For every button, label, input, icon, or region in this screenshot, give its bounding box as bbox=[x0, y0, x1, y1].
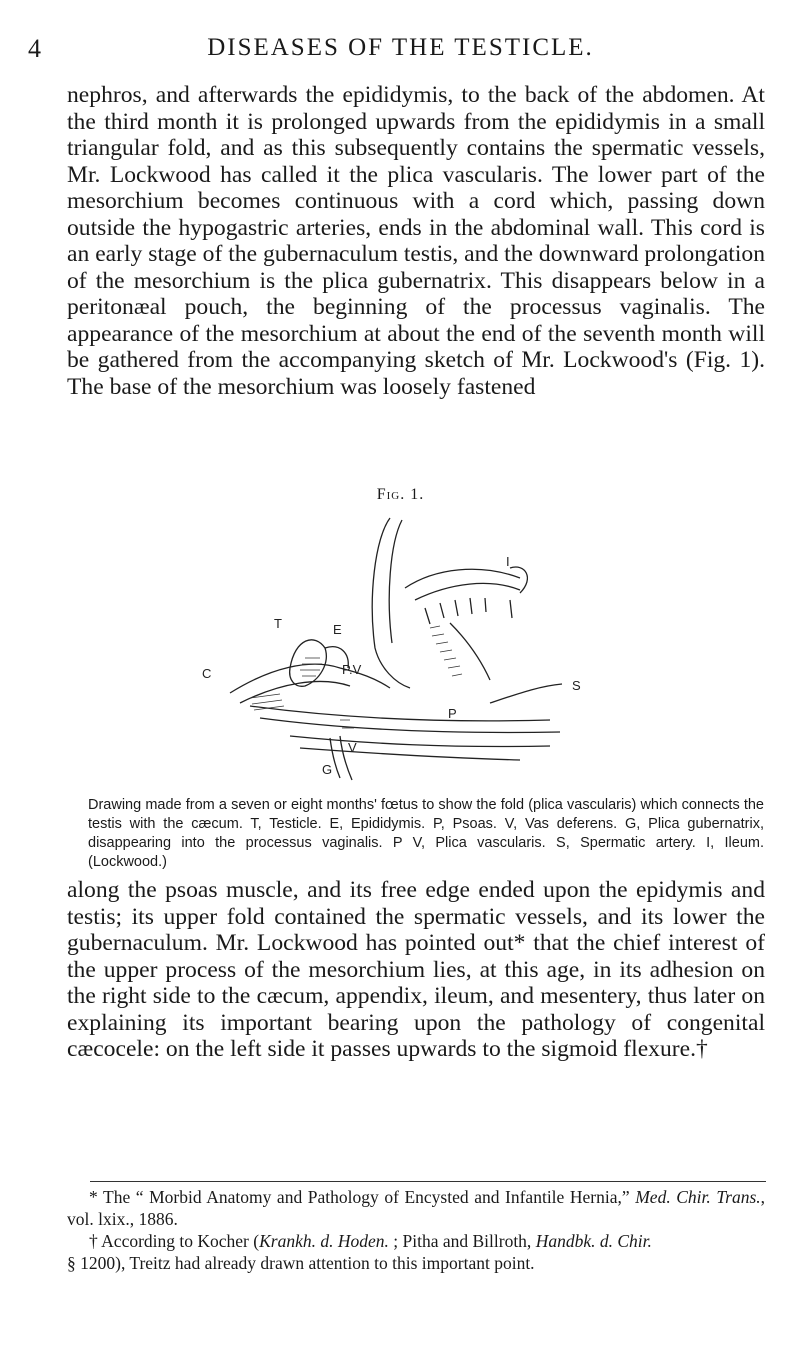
figure-label: Fig. 1. bbox=[376, 486, 425, 503]
footnote-2 bbox=[67, 1230, 765, 1252]
figure-letter-v: V bbox=[348, 740, 357, 755]
paragraph-text: nephros, and afterwards the epididymis, to the back of the abdomen. At the third month it is prolonged upwards from the epididymis in a small triangular fold, and as this subsequently contains the spermatic vessels, Mr. Lockwood has called it the plica vascularis. The lower part of the mesorchium becomes continuous with a cord which, passing down outside the hypogastric arteries, ends in the abdominal wall. This cord is an early stage of the gubernaculum testis, and the downward prolongation of the mesorchium is the plica gubernatrix. This disappears below in a peritonæal pouch, the beginning of the processus vaginalis. The appearance of the mesorchium at about the end of the seventh month will be gathered from the accompanying sketch of Mr. Lockwood's (Fig. 1). The base of the mesorchium was loosely fastened bbox=[67, 82, 765, 400]
figure-caption: Drawing made from a seven or eight months' fœtus to show the fold (plica vascularis) which connects the testis with the cæcum. T, Testicle. E, Epididymis. P, Psoas. V, Vas deferens. G, Plica gubernatrix, disappearing into the processus vaginalis. P V, Plica vascularis. S, Spermatic artery. I, Ileum. (Lockwood.) bbox=[88, 797, 764, 870]
anatomical-sketch bbox=[190, 508, 610, 788]
footnote-2-work-2: Handbk. d. Chir. bbox=[535, 1231, 652, 1251]
footnote-1-journal: Med. Chir. Trans. bbox=[635, 1187, 761, 1207]
body-paragraph-2 bbox=[67, 877, 765, 1063]
figure-letter-e: E bbox=[333, 622, 342, 637]
footnote-1-rest: , vol. lxix., 1886. bbox=[67, 1187, 766, 1229]
figure-letter-i: I bbox=[506, 554, 510, 569]
footnote-1-text: * The “ Morbid Anatomy and Pathology of Encysted and Infantile Hernia,” bbox=[89, 1187, 630, 1207]
footnote-2-text: † According to Kocher ( bbox=[89, 1231, 260, 1251]
ileum-outline bbox=[372, 518, 410, 688]
figure-letter-pv: P.V bbox=[342, 662, 362, 677]
footnote-2-mid: ; Pitha and Billroth, bbox=[388, 1231, 536, 1251]
body-paragraph-1 bbox=[67, 82, 765, 400]
footnote-2-continued: § 1200), Treitz had already drawn attention to this important point. bbox=[67, 1253, 535, 1273]
figure-letter-c: C bbox=[202, 666, 212, 681]
running-head: DISEASES OF THE TESTICLE. bbox=[207, 34, 594, 61]
paragraph-text: along the psoas muscle, and its free edge ended upon the epidymis and testis; its upper fold contained the spermatic vessels, and its lower the gubernaculum. Mr. Lockwood has pointed out* that the chief interest of the upper process of the mesorchium lies, at this age, in its adhesion on the right side to the cæcum, appendix, ileum, and mesentery, thus later on explaining its important bearing upon the pathology of congenital cæcocele: on the left side it passes upwards to the sigmoid flexure.† bbox=[67, 877, 765, 1062]
footnote-2-work-1: Krankh. d. Hoden. bbox=[259, 1231, 389, 1251]
footnote-1 bbox=[67, 1186, 765, 1230]
testicle-shape bbox=[290, 640, 327, 686]
figure-letter-s: S bbox=[572, 678, 581, 693]
figure-letter-t: T bbox=[274, 616, 282, 631]
page-number: 4 bbox=[28, 34, 42, 63]
page-header bbox=[0, 34, 801, 68]
figure-1-drawing bbox=[190, 508, 610, 788]
figure-letter-p: P bbox=[448, 706, 457, 721]
figure-letter-g: G bbox=[322, 762, 333, 777]
footnotes bbox=[67, 1186, 765, 1274]
footnote-rule bbox=[90, 1181, 766, 1182]
